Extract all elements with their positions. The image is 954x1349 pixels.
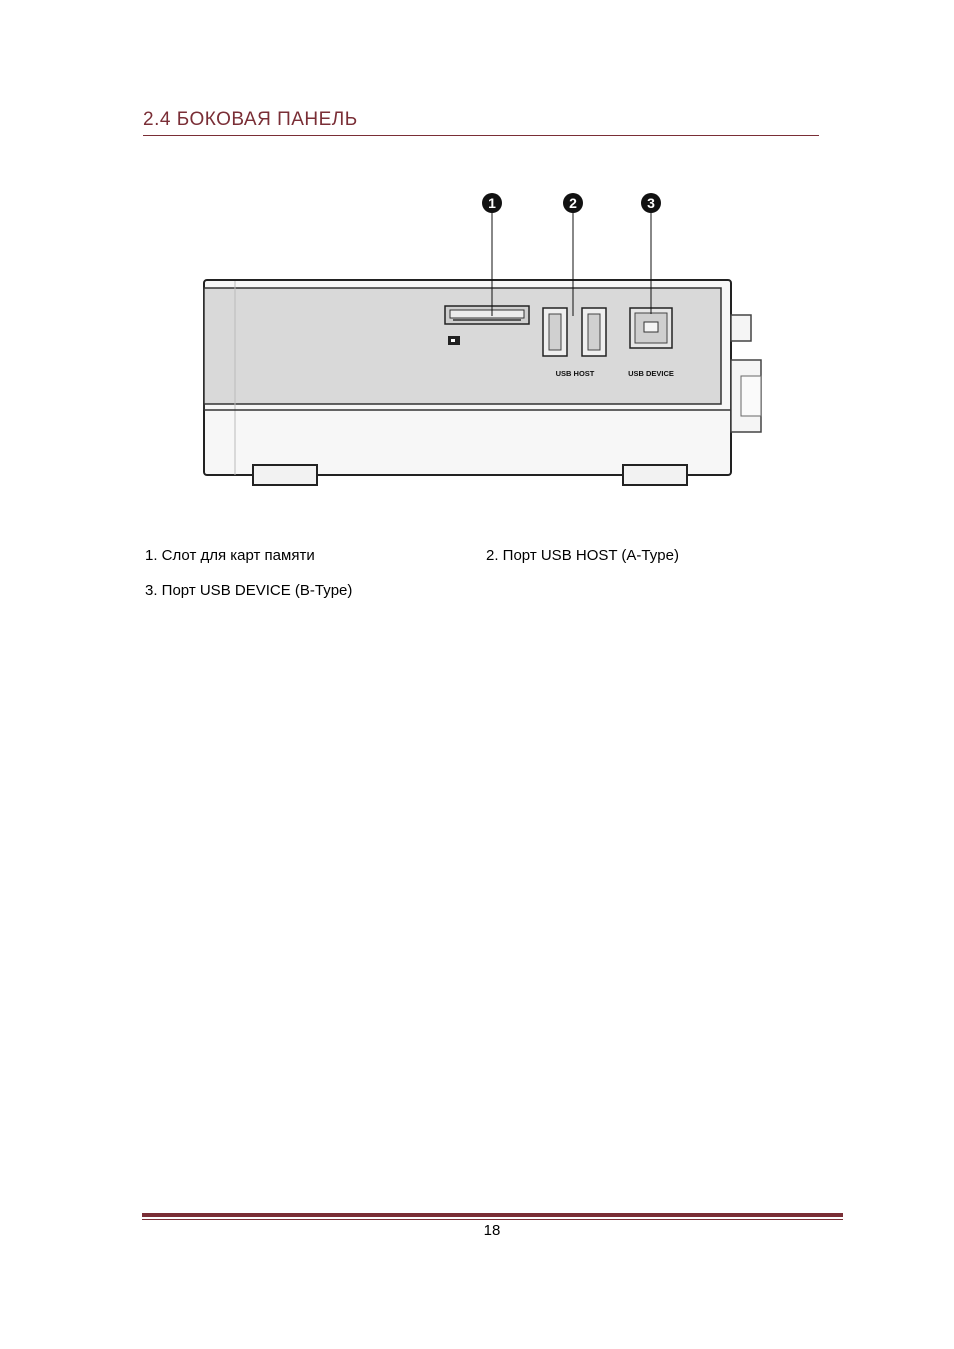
footer-divider-thick: [142, 1213, 843, 1217]
caption-memory-card-slot: 1. Слот для карт памяти: [145, 547, 315, 564]
right-connector-top: [731, 315, 751, 341]
callout-3-number: 3: [647, 195, 655, 211]
page-number: 18: [483, 1222, 501, 1239]
usb-host-label: USB HOST: [555, 369, 595, 378]
usb-device-label: USB DEVICE: [628, 369, 674, 378]
callout-1-number: 1: [488, 195, 496, 211]
foot-left: [253, 465, 317, 485]
caption-usb-host: 2. Порт USB HOST (A-Type): [486, 547, 679, 564]
footer-divider-thin: [142, 1219, 843, 1220]
section-title: 2.4 БОКОВАЯ ПАНЕЛЬ: [143, 109, 358, 130]
side-panel-illustration: [195, 188, 770, 493]
callout-2-number: 2: [569, 195, 577, 211]
caption-usb-device: 3. Порт USB DEVICE (B-Type): [145, 582, 353, 599]
foot-right: [623, 465, 687, 485]
title-divider: [143, 135, 819, 136]
